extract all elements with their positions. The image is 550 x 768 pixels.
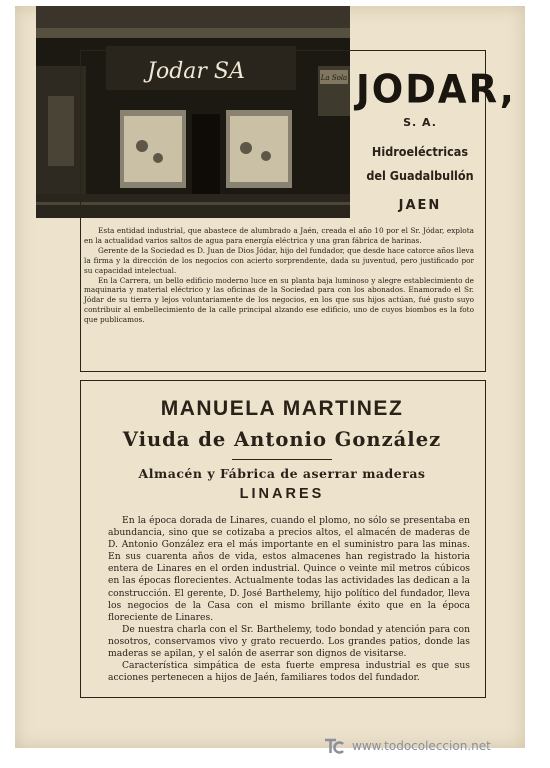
jodar-company-type: S. A. (403, 116, 437, 129)
martinez-city: LINARES (239, 486, 325, 502)
jodar-paragraph: Gerente de la Sociedad es D. Juan de Dios Jódar, hijo del fundador, que desde hace catorce años lleva la firma y la dirección de los negocios con acierto sorprendente, dada su juventud, pero justificado por su capacidad intelectual. (84, 245, 474, 275)
martinez-name: MANUELA MARTINEZ (160, 397, 404, 420)
jodar-paragraph: Esta entidad industrial, que abastece de alumbrado a Jaén, creada el año 10 por el Sr. Jódar, explota en la actualidad varios saltos de agua para energía eléctrica y una gran fábrica de harinas. (84, 226, 474, 245)
martinez-paragraph: De nuestra charla con el Sr. Barthelemy, todo bondad y atención para con nosotros, conservamos vivo y grato recuerdo. Los grandes patios, donde las maderas se apilan, y el salón de aserrar son dignos de visitarse. (108, 623, 470, 660)
martinez-article-body (108, 515, 470, 684)
shop-sign-text: Jodar SA (147, 59, 245, 84)
side-sign-text: La Sola (320, 74, 348, 82)
jodar-city: JAEN (398, 198, 442, 213)
jodar-subtitle-line1: Hidroeléctricas (371, 144, 469, 159)
jodar-title: JODAR, (356, 66, 516, 113)
martinez-paragraph: En la época dorada de Linares, cuando el plomo, no sólo se presentaba en abundancia, sino que se cotizaba a precios altos, el almacén de maderas de D. Antonio González era el más importante en el suministro para las minas. En sus cuarenta años de vida, estos almacenes han registrado la historia entera de Linares en el orden industrial. Quince o veinte mil metros cúbicos en las épocas florecientes. Actualmente todas las actividades las dedican a la construcción. El gerente, D. José Barthelemy, hijo político del fundador, lleva los negocios de la Casa con el mismo brillante éxito que en la época floreciente de Linares. (108, 515, 470, 623)
martinez-business: Almacén y Fábrica de aserrar maderas (138, 466, 426, 481)
jodar-subtitle-line2: del Guadalbullón (366, 168, 474, 183)
martinez-paragraph: Característica simpática de esta fuerte empresa industrial es que sus acciones pertenecen a hijos de Jaén, familiares todos del fundador. (108, 660, 470, 684)
jodar-article-body (84, 226, 474, 325)
jodar-paragraph: En la Carrera, un bello edificio moderno luce en su planta baja luminoso y alegre establecimiento de maquinaria y material eléctrico y las oficinas de la Sociedad para con los abonados. Enamorado el Sr. Jódar de su tierra y lejos voluntariamente de los negocios, en los que sus hijos actúan, fué gusto suyo contribuir al embellecimiento de la calle principal alzando ese edificio, uno de cuyos biombos es la foto que publicamos. (84, 275, 474, 325)
tc-logo-icon (322, 736, 346, 759)
divider (232, 459, 332, 460)
watermark-text: www.todocoleccion.net (352, 739, 491, 753)
martinez-subtitle: Viuda de Antonio González (122, 428, 442, 451)
watermark (322, 736, 542, 756)
